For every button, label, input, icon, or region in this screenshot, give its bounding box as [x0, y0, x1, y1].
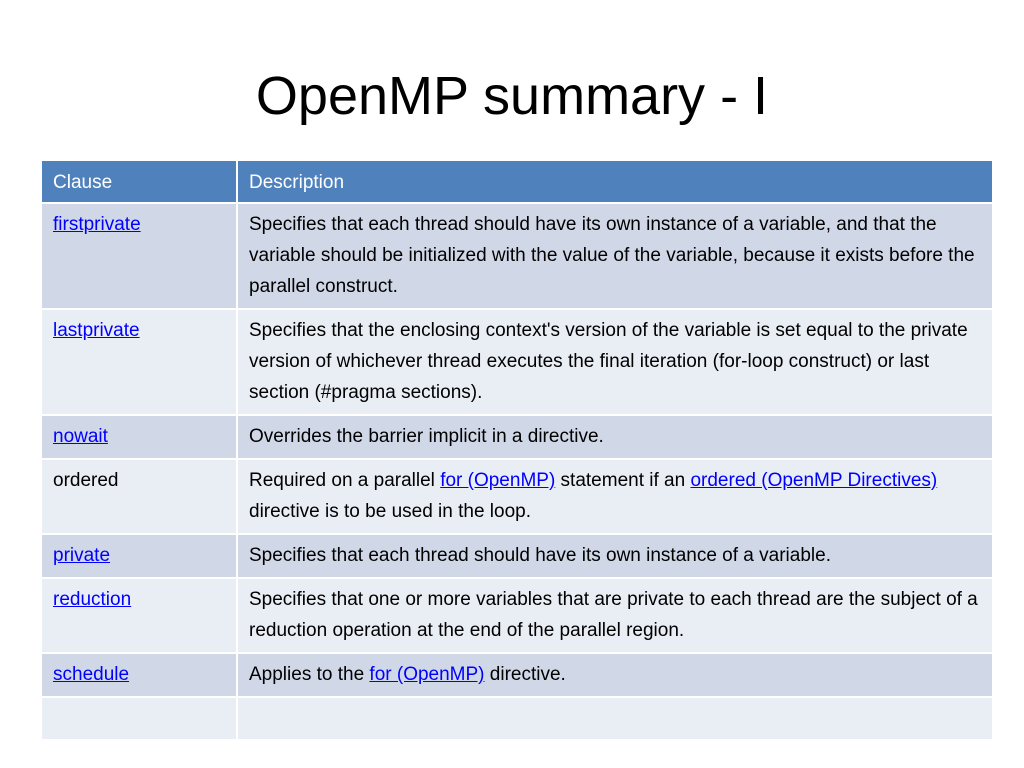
- header-description: Description: [237, 160, 993, 203]
- slide-title: OpenMP summary - I: [255, 66, 769, 126]
- clause-cell: [41, 534, 237, 578]
- description-cell: Overrides the barrier implicit in a directive.: [237, 415, 993, 459]
- description-text: statement if an: [555, 470, 691, 491]
- description-text: Required on a parallel: [249, 470, 441, 491]
- clause-cell: [41, 578, 237, 653]
- clause-cell: [41, 203, 237, 309]
- link-for-openmp[interactable]: for (OpenMP): [369, 664, 485, 685]
- description-cell: [237, 459, 993, 534]
- table-row: [41, 534, 993, 578]
- description-cell: Specifies that one or more variables that are private to each thread are the subject of a reduction operation at the end of the parallel region.: [237, 578, 993, 653]
- table-row: [41, 203, 993, 309]
- clause-table-container: [40, 159, 992, 741]
- clause-cell: ordered: [41, 459, 237, 534]
- clause-table: [40, 159, 994, 741]
- clause-link-firstprivate[interactable]: firstprivate: [53, 214, 141, 235]
- description-cell: [237, 653, 993, 697]
- clause-link-reduction[interactable]: reduction: [53, 589, 132, 610]
- table-header-row: [41, 160, 993, 203]
- description-text: Applies to the: [249, 664, 370, 685]
- link-for-openmp[interactable]: for (OpenMP): [440, 470, 556, 491]
- empty-table-row: [41, 697, 993, 740]
- empty-clause-cell: [41, 697, 237, 740]
- clause-cell: [41, 309, 237, 415]
- empty-description-cell: [237, 697, 993, 740]
- clause-link-private[interactable]: private: [53, 545, 111, 566]
- clause-link-schedule[interactable]: schedule: [53, 664, 130, 685]
- description-cell: Specifies that the enclosing context's version of the variable is set equal to the private version of whichever thread executes the final iteration (for-loop construct) or last section (#pragma sections).: [237, 309, 993, 415]
- clause-cell: [41, 653, 237, 697]
- description-cell: Specifies that each thread should have its own instance of a variable.: [237, 534, 993, 578]
- header-clause: Clause: [41, 160, 237, 203]
- clause-cell: [41, 415, 237, 459]
- description-cell: Specifies that each thread should have its own instance of a variable, and that the variable should be initialized with the value of the variable, because it exists before the parallel construct.: [237, 203, 993, 309]
- clause-link-nowait[interactable]: nowait: [53, 426, 108, 447]
- table-row: [41, 578, 993, 653]
- table-row: [41, 653, 993, 697]
- table-row: [41, 459, 993, 534]
- table-row: [41, 309, 993, 415]
- link-ordered-openmp-directives[interactable]: ordered (OpenMP Directives): [690, 470, 938, 491]
- clause-link-lastprivate[interactable]: lastprivate: [53, 320, 140, 341]
- description-text: directive.: [484, 664, 566, 685]
- table-row: [41, 415, 993, 459]
- description-text: directive is to be used in the loop.: [249, 501, 532, 522]
